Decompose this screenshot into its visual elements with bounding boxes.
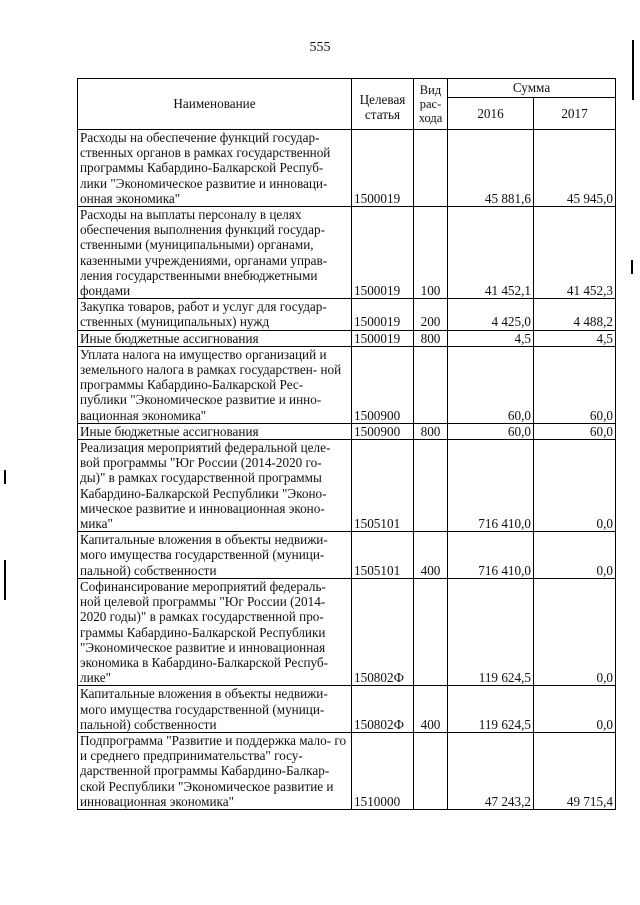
budget-table [77,78,616,810]
row-amount-2017: 0,0 [534,532,616,579]
row-kind: 200 [414,299,448,330]
header-code-label: Целевая статья [359,91,406,122]
row-code: 1500019 [352,130,414,207]
row-amount-2017: 60,0 [534,346,616,423]
row-amount-2016: 45 881,6 [448,130,534,207]
row-kind: 800 [414,423,448,439]
row-amount-2017: 0,0 [534,686,616,733]
row-amount-2016: 47 243,2 [448,732,534,809]
row-name: Расходы на выплаты персоналу в целях обеспечения выполнения функций государ- ственными (муниципальными) органами, казенными учреждениями, органами управ- ления государственными внебюджетными фондами [78,207,352,299]
row-amount-2017: 49 715,4 [534,732,616,809]
row-amount-2016: 4 425,0 [448,299,534,330]
row-name: Подпрограмма "Развитие и поддержка мало- го и среднего предпринимательства" госу- дарственной программы Кабардино-Балкар- ской Республики "Экономическое развитие и инновационная экономика" [78,732,352,809]
row-kind [414,732,448,809]
scan-mark-left-lower [4,560,6,600]
table-row [78,578,616,685]
row-kind: 400 [414,686,448,733]
row-name: Софинансирование мероприятий федераль- ной целевой программы "Юг России (2014- 2020 годы)" в рамках государственной про- граммы Кабардино-Балкарской Республики "Экономическое развитие и инновационная экономика в Кабардино-Балкарской Респуб- лике" [78,578,352,685]
row-amount-2017: 0,0 [534,440,616,532]
page-number: 555 [309,40,331,55]
row-name: Иные бюджетные ассигнования [78,423,352,439]
row-kind [414,346,448,423]
table-row [78,686,616,733]
row-amount-2017: 0,0 [534,578,616,685]
row-kind: 100 [414,207,448,299]
row-kind: 400 [414,532,448,579]
header-name: Наименование [78,79,352,130]
row-name: Капитальные вложения в объекты недвижи- мого имущества государственной (муници- пальной) собственности [78,686,352,733]
row-amount-2016: 716 410,0 [448,532,534,579]
header-kind: Вид рас- хода [414,79,448,130]
table-row [78,330,616,346]
row-amount-2016: 60,0 [448,423,534,439]
header-year-2017: 2017 [534,98,616,130]
row-amount-2017: 4 488,2 [534,299,616,330]
scan-mark-right [632,40,634,100]
row-code: 150802Ф [352,578,414,685]
table-row [78,732,616,809]
header-code [352,79,414,130]
table-row [78,532,616,579]
row-amount-2016: 119 624,5 [448,578,534,685]
table-row [78,207,616,299]
row-kind [414,130,448,207]
row-code: 1500019 [352,299,414,330]
row-amount-2017: 4,5 [534,330,616,346]
row-code: 1505101 [352,440,414,532]
scan-mark-left [4,470,6,484]
row-name: Закупка товаров, работ и услуг для государ- ственных (муниципальных) нужд [78,299,352,330]
row-name: Уплата налога на имущество организаций и земельного налога в рамках государствен- ной программы Кабардино-Балкарской Рес- публики "Экономическое развитие и инно- вационная экономика" [78,346,352,423]
row-name: Капитальные вложения в объекты недвижи- мого имущества государственной (муници- пальной) собственности [78,532,352,579]
row-amount-2017: 41 452,3 [534,207,616,299]
table-row [78,299,616,330]
row-amount-2016: 716 410,0 [448,440,534,532]
table-row [78,346,616,423]
row-kind [414,440,448,532]
row-kind: 800 [414,330,448,346]
row-amount-2016: 41 452,1 [448,207,534,299]
row-kind [414,578,448,685]
table-row [78,130,616,207]
table-row [78,423,616,439]
row-code: 1500019 [352,330,414,346]
row-name: Иные бюджетные ассигнования [78,330,352,346]
header-year-2016: 2016 [448,98,534,130]
row-amount-2017: 60,0 [534,423,616,439]
row-amount-2016: 4,5 [448,330,534,346]
header-sum: Сумма [448,79,616,98]
row-amount-2017: 45 945,0 [534,130,616,207]
row-code: 1500019 [352,207,414,299]
row-code: 1510000 [352,732,414,809]
row-amount-2016: 60,0 [448,346,534,423]
table-row [78,440,616,532]
row-amount-2016: 119 624,5 [448,686,534,733]
row-code: 1500900 [352,346,414,423]
row-code: 150802Ф [352,686,414,733]
scan-mark-right-lower [631,260,633,274]
row-code: 1505101 [352,532,414,579]
row-name: Расходы на обеспечение функций государ- ственных органов в рамках государственной программы Кабардино-Балкарской Респуб- лики "Экономическое развитие и инноваци- онная экономика" [78,130,352,207]
row-name: Реализация мероприятий федеральной целе- вой программы "Юг России (2014-2020 го- ды)" в рамках государственной программы Кабардино-Балкарской Республики "Эконо- мическое развитие и инновационная эконо- мика" [78,440,352,532]
row-code: 1500900 [352,423,414,439]
